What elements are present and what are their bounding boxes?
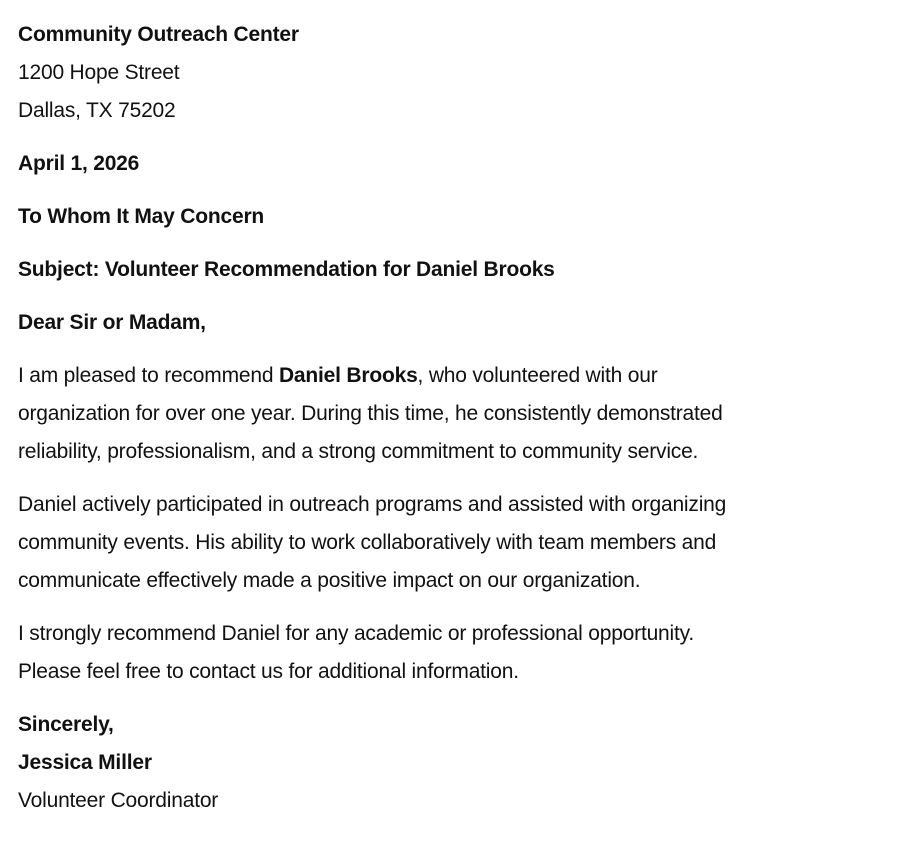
paragraph-1-line-3: reliability, professionalism, and a strong commitment to community service. <box>18 440 699 463</box>
body-paragraph-3 <box>18 615 888 691</box>
sender-organization: Community Outreach Center <box>18 23 299 46</box>
signer-name: Jessica Miller <box>18 751 152 774</box>
paragraph-1-line-1 <box>18 357 888 395</box>
sender-city-state-zip: Dallas, TX 75202 <box>18 99 176 122</box>
sender-address <box>18 16 888 130</box>
body-paragraph-2 <box>18 486 888 600</box>
signer-title: Volunteer Coordinator <box>18 789 219 812</box>
paragraph-1-intro: I am pleased to recommend <box>18 364 279 387</box>
recipient-line: To Whom It May Concern <box>18 205 265 228</box>
letter <box>18 16 888 820</box>
paragraph-2-line-1: Daniel actively participated in outreach programs and assisted with organizing <box>18 493 727 516</box>
closing-block <box>18 706 888 820</box>
paragraph-1-line-2: organization for over one year. During this time, he consistently demonstrated <box>18 402 723 425</box>
paragraph-2-line-2: community events. His ability to work collaboratively with team members and <box>18 531 717 554</box>
salutation: Dear Sir or Madam, <box>18 311 206 334</box>
body-paragraph-1 <box>18 357 888 471</box>
candidate-name: Daniel Brooks <box>278 364 418 387</box>
subject-line: Subject: Volunteer Recommendation for Daniel Brooks <box>18 258 555 281</box>
letter-date: April 1, 2026 <box>18 152 140 175</box>
paragraph-1-line-1-rest: , who volunteered with our <box>417 364 658 387</box>
valediction: Sincerely, <box>18 713 114 736</box>
paragraph-3-line-2: Please feel free to contact us for additional information. <box>18 660 519 683</box>
sender-street: 1200 Hope Street <box>18 61 180 84</box>
paragraph-3-line-1: I strongly recommend Daniel for any academic or professional opportunity. <box>18 622 695 645</box>
paragraph-2-line-3: communicate effectively made a positive impact on our organization. <box>18 569 641 592</box>
